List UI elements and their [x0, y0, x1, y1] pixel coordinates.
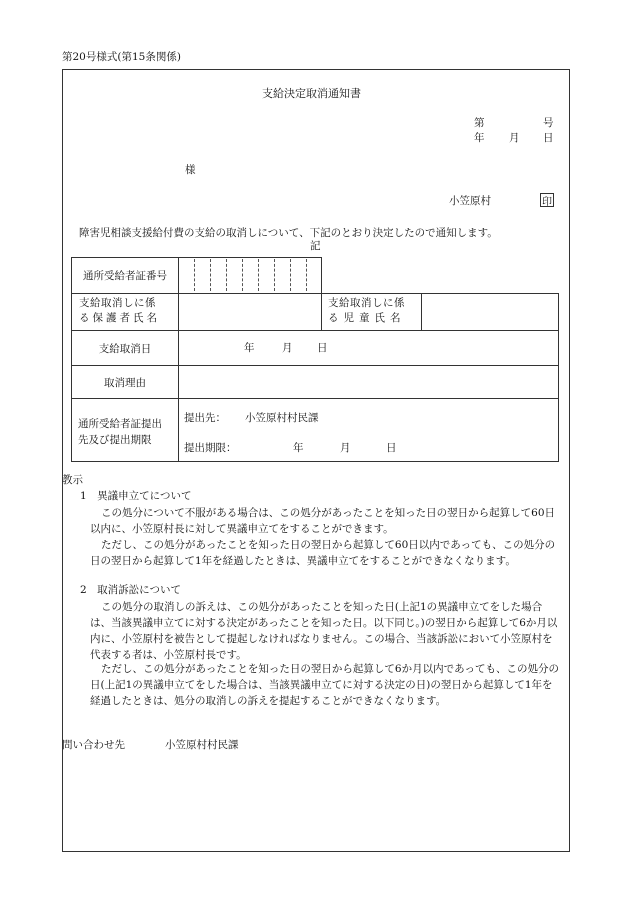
reason-label: 取消理由 — [104, 376, 146, 389]
guardian-label-line2: る保護者氏名 — [79, 312, 160, 324]
form-number-label: 第20号様式(第15条関係) — [62, 51, 181, 63]
addressee-sama: 様 — [185, 164, 196, 176]
notice-s2-title: 2 取消訴訟について — [80, 584, 181, 596]
deadline-month: 月 — [340, 442, 351, 454]
submit-label-line1: 通所受給者証提出 — [78, 418, 162, 430]
date-day: 日 — [543, 132, 554, 144]
submit-to-value: 小笠原村村民課 — [245, 412, 319, 424]
contact-label: 問い合わせ先 — [62, 739, 125, 751]
deadline-label: 提出期限： — [184, 442, 237, 454]
ki-mark: 記 — [310, 240, 321, 252]
cancel-date-day: 日 — [317, 342, 328, 354]
cancel-date-month: 月 — [282, 342, 293, 354]
notice-s1-paragraph2: ただし、この処分があったことを知った日の翌日から起算して60日以内であっても、この処分の日の翌日から起算して1年を経過したときは、異議申立てをすることができなくなります。 — [90, 539, 556, 567]
recipient-id-label: 通所受給者証番号 — [83, 270, 167, 282]
guardian-label-line1: 支給取消しに係 — [79, 297, 156, 309]
number-dai: 第 — [474, 117, 485, 129]
date-month: 月 — [509, 132, 520, 144]
notice-s2-paragraph2: ただし、この処分があったことを知った日の翌日から起算して6か月以内であっても、この処分の日(上記1の異議申立てをした場合は、当該異議申立てに対する決定の日)の翌日から起算して1年を経過したときは、処分の取消しの訴えを提起することができなくなります。 — [90, 663, 559, 707]
notice-s1-paragraph1: この処分について不服がある場合は、この処分があったことを知った日の翌日から起算して60日以内に、小笠原村長に対して異議申立てをすることができます。 — [90, 507, 556, 535]
deadline-year: 年 — [293, 442, 304, 454]
submit-to-label: 提出先： — [184, 412, 226, 424]
submit-label-line2: 先及び提出期限 — [78, 434, 152, 446]
date-year: 年 — [474, 132, 485, 144]
cancel-date-label: 支給取消日 — [98, 342, 152, 355]
document-title: 支給決定取消通知書 — [262, 87, 361, 100]
notice-s2-paragraph1: この処分の取消しの訴えは、この処分があったことを知った日(上記1の異議申立てをした場合は、当該異議申立てに対する決定があったことを知った日。以下同じ。)の翌日から起算して6か月以内に、小笠原村を被告として提起しなければなりません。この場合、当該訴訟において小笠原村を代表する者は、小笠原村長です。 — [90, 601, 558, 661]
issuer-name: 小笠原村 — [449, 195, 491, 207]
contact-value: 小笠原村村民課 — [165, 739, 239, 751]
cancel-date-year: 年 — [244, 342, 255, 354]
deadline-day: 日 — [386, 442, 397, 454]
child-label-line2: る児童氏名 — [328, 312, 406, 324]
number-go: 号 — [543, 117, 554, 129]
child-label-line1: 支給取消しに係 — [328, 297, 405, 309]
seal-mark: 印 — [540, 193, 554, 207]
notice-heading: 教示 — [62, 474, 83, 486]
intro-text: 障害児相談支援給付費の支給の取消しについて、下記のとおり決定したので通知します。 — [79, 227, 498, 239]
notice-s1-title: 1 異議申立てについて — [80, 490, 192, 502]
